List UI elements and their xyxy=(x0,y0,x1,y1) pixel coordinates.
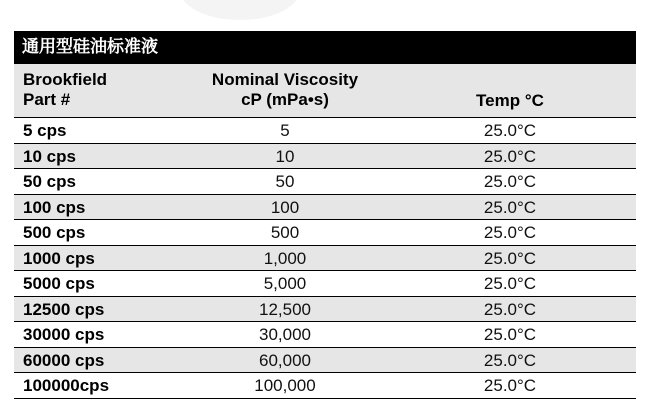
table-row xyxy=(14,270,636,296)
cell-nominal-viscosity: 5 xyxy=(280,121,290,140)
cell-temperature: 25.0°C xyxy=(483,299,537,319)
cell-temperature: 25.0°C xyxy=(483,172,537,191)
background-watermark xyxy=(180,0,300,20)
table-row xyxy=(14,168,636,194)
cell-part-number: 1000 cps xyxy=(23,248,95,268)
cell-part-number: 60000 cps xyxy=(23,350,105,370)
table-row xyxy=(14,194,636,220)
cell-nominal-viscosity: 10 xyxy=(275,146,295,166)
header-temperature: Temp °C xyxy=(476,91,544,110)
cell-nominal-viscosity: 500 xyxy=(270,223,300,242)
cell-temperature: 25.0°C xyxy=(483,121,537,140)
table-body xyxy=(14,117,636,399)
cell-part-number: 50 cps xyxy=(23,172,76,191)
cell-part-number: 10 cps xyxy=(23,146,76,166)
table-row xyxy=(14,321,636,347)
table-header-row xyxy=(14,64,636,117)
cell-part-number: 30000 cps xyxy=(23,325,105,344)
cell-nominal-viscosity: 30,000 xyxy=(259,325,311,344)
cell-part-number: 5 cps xyxy=(23,121,67,140)
cell-part-number: 100000cps xyxy=(23,376,110,395)
cell-nominal-viscosity: 100,000 xyxy=(254,376,316,395)
table-row xyxy=(14,347,636,373)
header-nominal-viscosity xyxy=(160,70,410,110)
cell-temperature: 25.0°C xyxy=(483,376,537,395)
cell-part-number: 100 cps xyxy=(23,197,86,217)
header-viscosity-line2: cP (mPa•s) xyxy=(241,90,329,109)
header-part-line1: Brookfield xyxy=(23,70,108,89)
table-title: 通用型硅油标准液 xyxy=(14,31,636,64)
table-row xyxy=(14,245,636,271)
table-row xyxy=(14,372,636,399)
cell-temperature: 25.0°C xyxy=(483,274,537,293)
cell-nominal-viscosity: 100 xyxy=(270,197,300,217)
table-row xyxy=(14,296,636,322)
cell-nominal-viscosity: 5,000 xyxy=(263,274,307,293)
cell-temperature: 25.0°C xyxy=(483,197,537,217)
cell-nominal-viscosity: 1,000 xyxy=(263,248,307,268)
cell-part-number: 500 cps xyxy=(23,223,86,242)
header-part-line2: Part # xyxy=(23,90,71,109)
cell-temperature: 25.0°C xyxy=(483,146,537,166)
cell-temperature: 25.0°C xyxy=(483,248,537,268)
viscosity-standards-table xyxy=(14,31,636,399)
cell-nominal-viscosity: 50 xyxy=(275,172,295,191)
header-part-number xyxy=(23,70,107,110)
cell-temperature: 25.0°C xyxy=(483,223,537,242)
header-viscosity-line1: Nominal Viscosity xyxy=(211,70,359,89)
cell-part-number: 12500 cps xyxy=(23,299,105,319)
cell-temperature: 25.0°C xyxy=(483,325,537,344)
cell-nominal-viscosity: 12,500 xyxy=(259,299,311,319)
cell-part-number: 5000 cps xyxy=(23,274,95,293)
table-row xyxy=(14,117,636,143)
table-row xyxy=(14,219,636,245)
cell-temperature: 25.0°C xyxy=(483,350,537,370)
table-row xyxy=(14,143,636,169)
cell-nominal-viscosity: 60,000 xyxy=(259,350,311,370)
